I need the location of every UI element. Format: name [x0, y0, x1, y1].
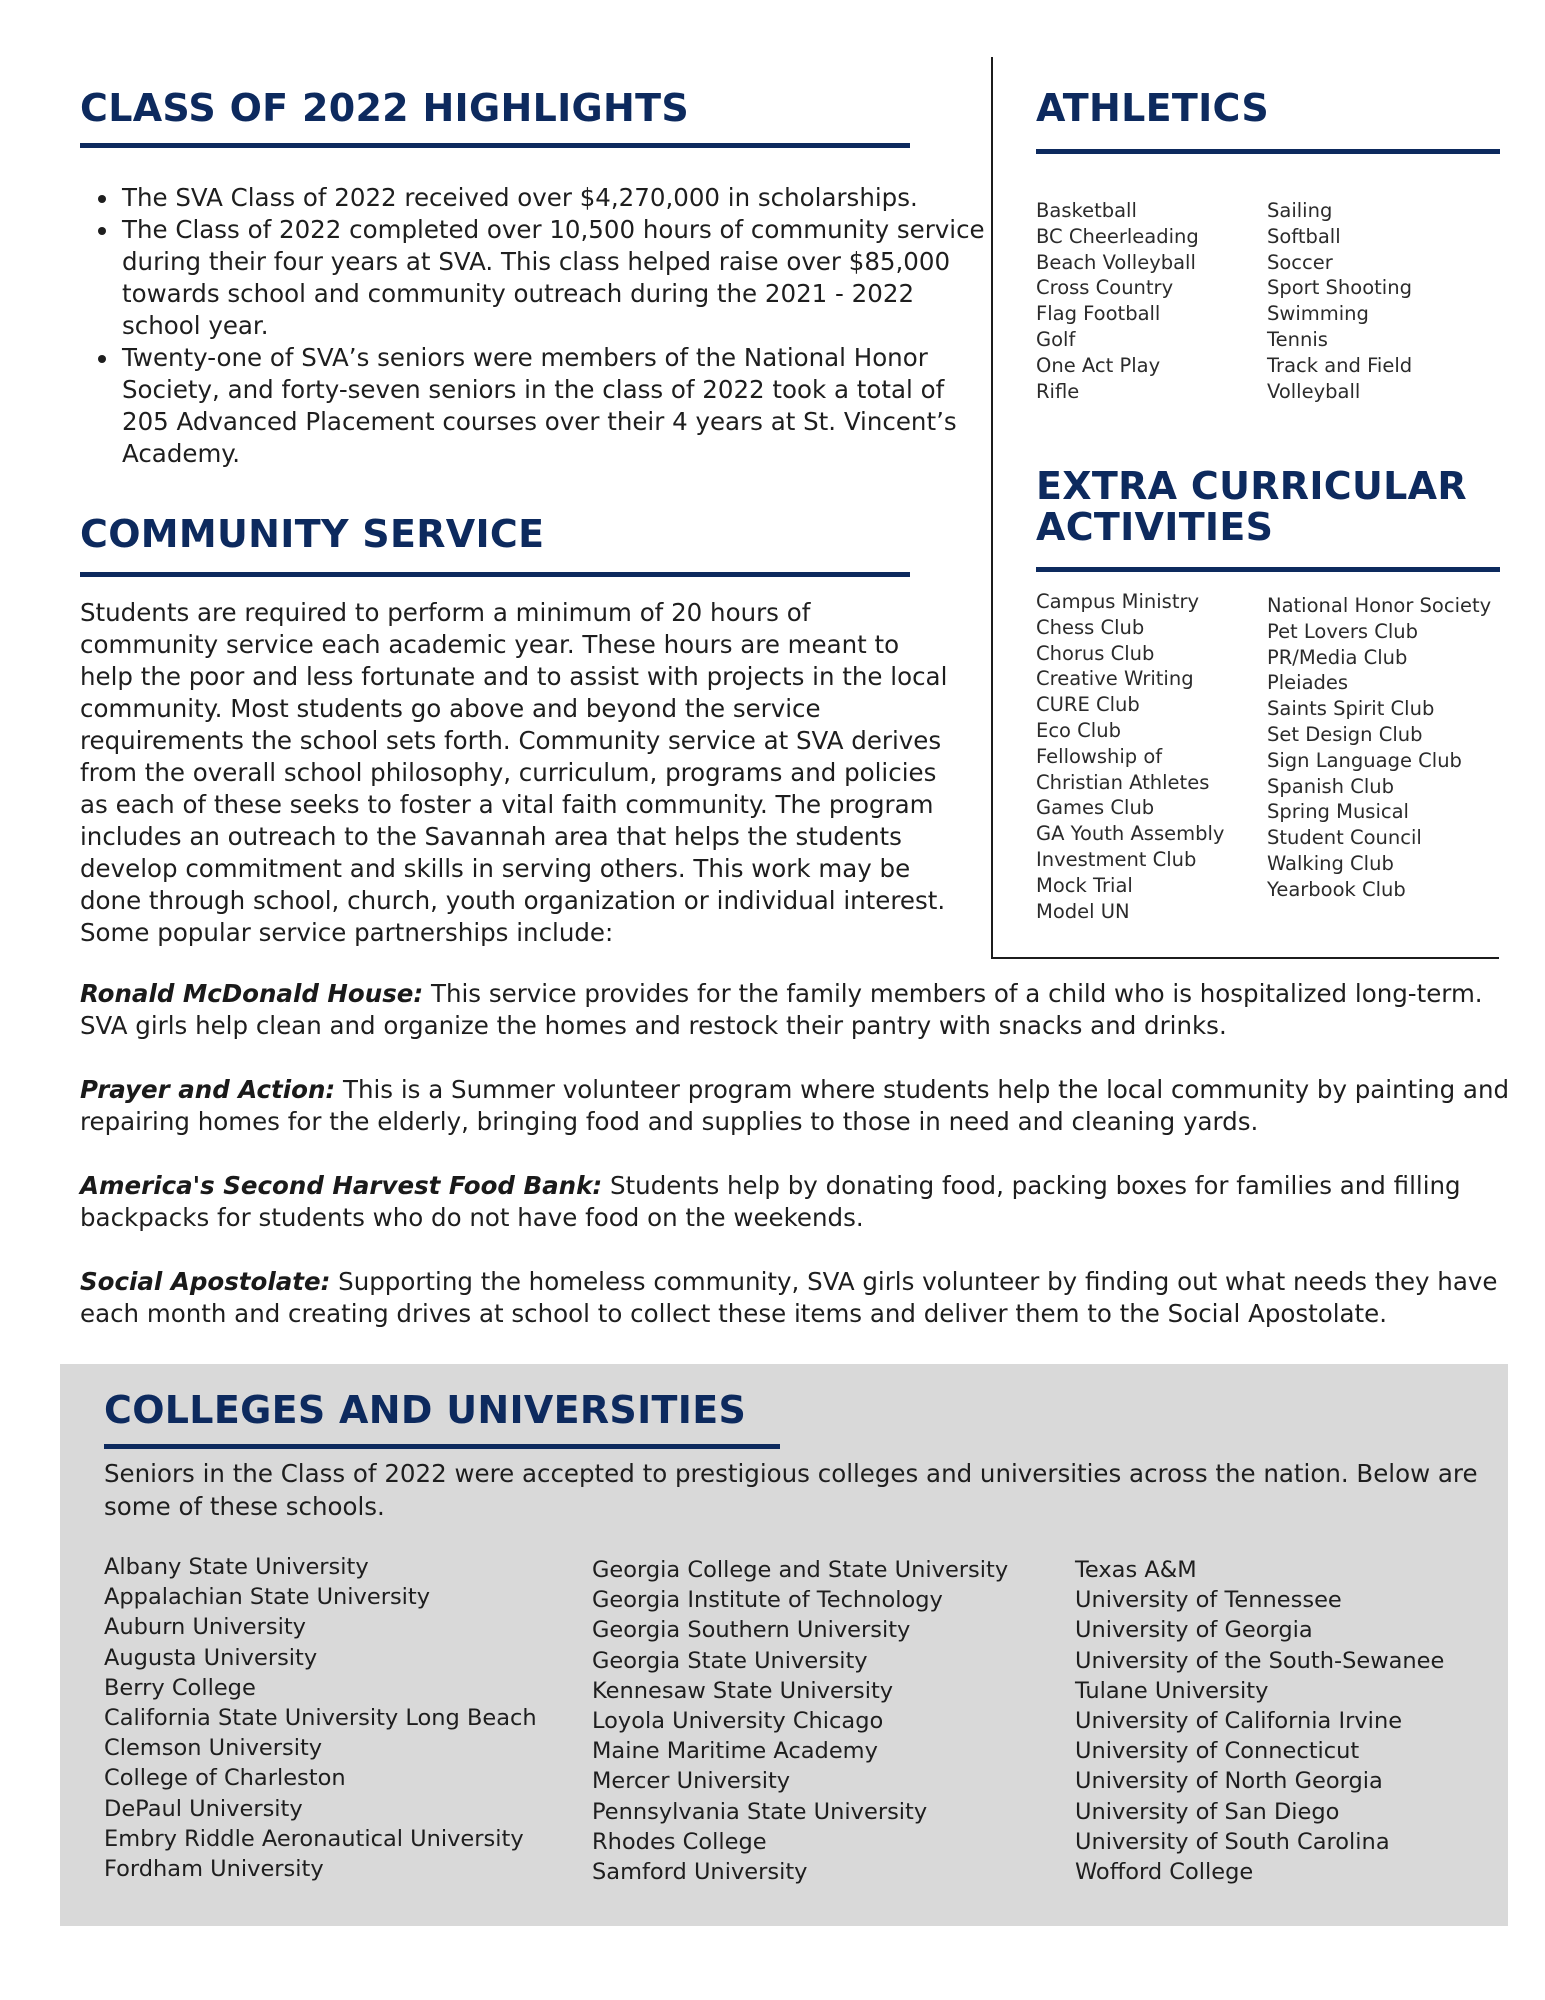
college-item: Georgia College and State University	[592, 1557, 1009, 1583]
athletics-item: Volleyball	[1267, 379, 1361, 403]
activity-item: Sign Language Club	[1267, 748, 1462, 772]
athletics-heading-rule	[1036, 149, 1500, 154]
athletics-list-col2	[1267, 198, 1412, 404]
activity-item: Eco Club	[1036, 718, 1121, 742]
activity-item: Spring Musical	[1267, 800, 1409, 824]
extracurricular-list-col1	[1036, 589, 1224, 924]
athletics-item: Golf	[1036, 327, 1076, 351]
college-item: Albany State University	[104, 1554, 369, 1580]
college-item: Augusta University	[104, 1644, 318, 1671]
highlights-heading: CLASS OF 2022 HIGHLIGHTS	[80, 86, 690, 130]
college-item: Loyola University Chicago	[592, 1708, 884, 1735]
activity-item: CURE Club	[1036, 693, 1140, 717]
activity-item: Christian Athletes	[1036, 770, 1210, 794]
athletics-item: Track and Field	[1267, 353, 1413, 377]
colleges-list-col1	[104, 1552, 537, 1884]
highlight-bullet: • The Class of 2022 completed over 10,500 hours of community service during their four years at SVA. This class helped raise over $85,000 towards school and community outreach during the 2021 - 2022 school year.	[120, 214, 992, 342]
college-item: University of California Irvine	[1075, 1708, 1403, 1735]
college-item: University of the South-Sewanee	[1075, 1647, 1445, 1674]
college-item: Auburn University	[104, 1614, 306, 1641]
partnership-name: America's Second Harvest Food Bank:	[80, 1171, 603, 1200]
activity-item: Campus Ministry	[1036, 590, 1200, 613]
activity-item: National Honor Society	[1267, 594, 1492, 617]
colleges-intro: Seniors in the Class of 2022 were accepted to prestigious colleges and universities across the nation. Below are some of these schools.	[104, 1459, 1478, 1521]
college-item: University of Tennessee	[1075, 1587, 1342, 1614]
activity-item: Chorus Club	[1036, 641, 1155, 665]
extracurricular-heading-line1: EXTRA CURRICULAR	[1036, 464, 1467, 508]
activity-item: Model UN	[1036, 899, 1130, 923]
activity-item: Investment Club	[1036, 847, 1197, 871]
activity-item: Yearbook Club	[1267, 877, 1406, 901]
college-item: University of South Carolina	[1075, 1828, 1390, 1855]
partnership-description: Students help by donating food, packing boxes for families and filling backpacks for students who do not have food on the weekends.	[80, 1171, 1461, 1232]
college-item: University of Connecticut	[1075, 1738, 1360, 1765]
athletics-list-col1	[1036, 198, 1199, 404]
college-item: Rhodes College	[592, 1828, 767, 1855]
college-item: Tulane University	[1075, 1677, 1269, 1704]
activity-item: Games Club	[1036, 796, 1155, 820]
activity-item: Mock Trial	[1036, 873, 1133, 897]
partnership-paragraph	[80, 1170, 1520, 1234]
activity-item: GA Youth Assembly	[1036, 822, 1225, 846]
activity-item: Pleiades	[1267, 671, 1349, 695]
partnership-paragraph	[80, 1074, 1520, 1138]
partnership-name: Social Apostolate:	[80, 1267, 331, 1296]
partnership-name: Ronald McDonald House:	[80, 979, 424, 1008]
column-divider	[991, 57, 993, 959]
college-item: Berry College	[104, 1674, 256, 1701]
highlight-bullet: • Twenty-one of SVA’s seniors were members of the National Honor Society, and forty-seven seniors in the class of 2022 took a total of 205 Advanced Placement courses over their 4 years at St. Vincent’s Academy.	[120, 342, 992, 470]
athletics-item: Cross Country	[1036, 276, 1174, 300]
college-item: Kennesaw State University	[592, 1677, 894, 1704]
activity-item: Walking Club	[1267, 851, 1394, 875]
college-item: Embry Riddle Aeronautical University	[104, 1825, 524, 1852]
athletics-item: Softball	[1267, 224, 1341, 248]
activity-item: Saints Spirit Club	[1267, 697, 1435, 721]
community-intro: Students are required to perform a minimum of 20 hours of community service each academic year. These hours are meant to help the poor and less fortunate and to assist with projects in the local community. Most students go above and beyond the service requirements the school sets forth. Community service at SVA derives from the overall school philosophy, curriculum, programs and policies as each of these seeks to foster a vital faith community. The program includes an outreach to the Savannah area that helps the students develop commitment and skills in serving others. This work may be done through school, church, youth organization or individual interest. Some popular service partnerships include:	[80, 598, 948, 947]
college-item: Fordham University	[104, 1856, 324, 1883]
highlights-heading-rule	[80, 143, 910, 148]
activity-item: Spanish Club	[1267, 774, 1394, 798]
college-item: Texas A&M	[1075, 1557, 1197, 1583]
athletics-item: One Act Play	[1036, 353, 1161, 377]
athletics-item: Beach Volleyball	[1036, 250, 1196, 274]
athletics-item: Sailing	[1267, 199, 1333, 222]
activity-item: Set Design Club	[1267, 722, 1423, 746]
college-item: University of North Georgia	[1075, 1768, 1383, 1795]
activity-item: Student Council	[1267, 826, 1422, 850]
activity-item: PR/Media Club	[1267, 645, 1408, 669]
college-item: California State University Long Beach	[104, 1705, 537, 1732]
partnership-paragraph	[80, 978, 1520, 1042]
community-heading-rule	[80, 572, 910, 577]
college-item: University of Georgia	[1075, 1617, 1313, 1644]
extracurricular-list-col2	[1267, 593, 1491, 903]
college-item: Georgia Institute of Technology	[592, 1587, 943, 1614]
college-item: Georgia State University	[592, 1647, 868, 1674]
partnership-description: This is a Summer volunteer program where students help the local community by painting and repairing homes for the elderly, bringing food and supplies to those in need and cleaning yards.	[80, 1075, 1510, 1136]
college-item: Wofford College	[1075, 1859, 1254, 1886]
right-column-bottom-rule	[991, 957, 1499, 959]
colleges-list-col2	[592, 1555, 1008, 1887]
college-item: DePaul University	[104, 1795, 303, 1822]
colleges-heading-rule	[104, 1444, 780, 1449]
colleges-heading: COLLEGES AND UNIVERSITIES	[104, 1388, 747, 1432]
college-item: Georgia Southern University	[592, 1617, 911, 1644]
athletics-item: Swimming	[1267, 302, 1369, 326]
college-item: Pennsylvania State University	[592, 1798, 928, 1825]
activity-item: Chess Club	[1036, 615, 1145, 639]
college-item: Mercer University	[592, 1768, 791, 1795]
college-item: College of Charleston	[104, 1765, 346, 1792]
partnership-description: Supporting the homeless community, SVA girls volunteer by finding out what needs they have each month and creating drives at school to collect these items and deliver them to the Social Apostolate.	[80, 1267, 1498, 1328]
activity-item: Creative Writing	[1036, 667, 1194, 691]
community-heading: COMMUNITY SERVICE	[80, 512, 545, 556]
extracurricular-heading-rule	[1036, 567, 1500, 572]
partnership-name: Prayer and Action:	[80, 1075, 336, 1104]
athletics-heading: ATHLETICS	[1036, 86, 1270, 130]
athletics-item: BC Cheerleading	[1036, 224, 1199, 248]
athletics-item: Tennis	[1267, 327, 1328, 351]
college-item: Maine Maritime Academy	[592, 1738, 878, 1765]
partnership-paragraph	[80, 1266, 1520, 1330]
athletics-item: Soccer	[1267, 250, 1333, 274]
athletics-item: Basketball	[1036, 199, 1137, 222]
athletics-item: Sport Shooting	[1267, 276, 1412, 300]
athletics-item: Rifle	[1036, 379, 1080, 403]
partnership-description: This service provides for the family members of a child who is hospitalized long-term. SVA girls help clean and organize the homes and restock their pantry with snacks and drinks.	[80, 979, 1483, 1040]
highlights-list	[80, 182, 992, 470]
college-item: Samford University	[592, 1859, 808, 1886]
college-item: Appalachian State University	[104, 1584, 431, 1611]
highlight-bullet: • The SVA Class of 2022 received over $4,270,000 in scholarships.	[120, 182, 992, 214]
activity-item: Fellowship of	[1036, 744, 1163, 768]
activity-item: Pet Lovers Club	[1267, 619, 1419, 643]
college-item: University of San Diego	[1075, 1798, 1340, 1825]
college-item: Clemson University	[104, 1735, 323, 1762]
athletics-item: Flag Football	[1036, 302, 1161, 326]
extracurricular-heading-line2: ACTIVITIES	[1036, 505, 1274, 549]
colleges-list-col3	[1075, 1555, 1444, 1887]
